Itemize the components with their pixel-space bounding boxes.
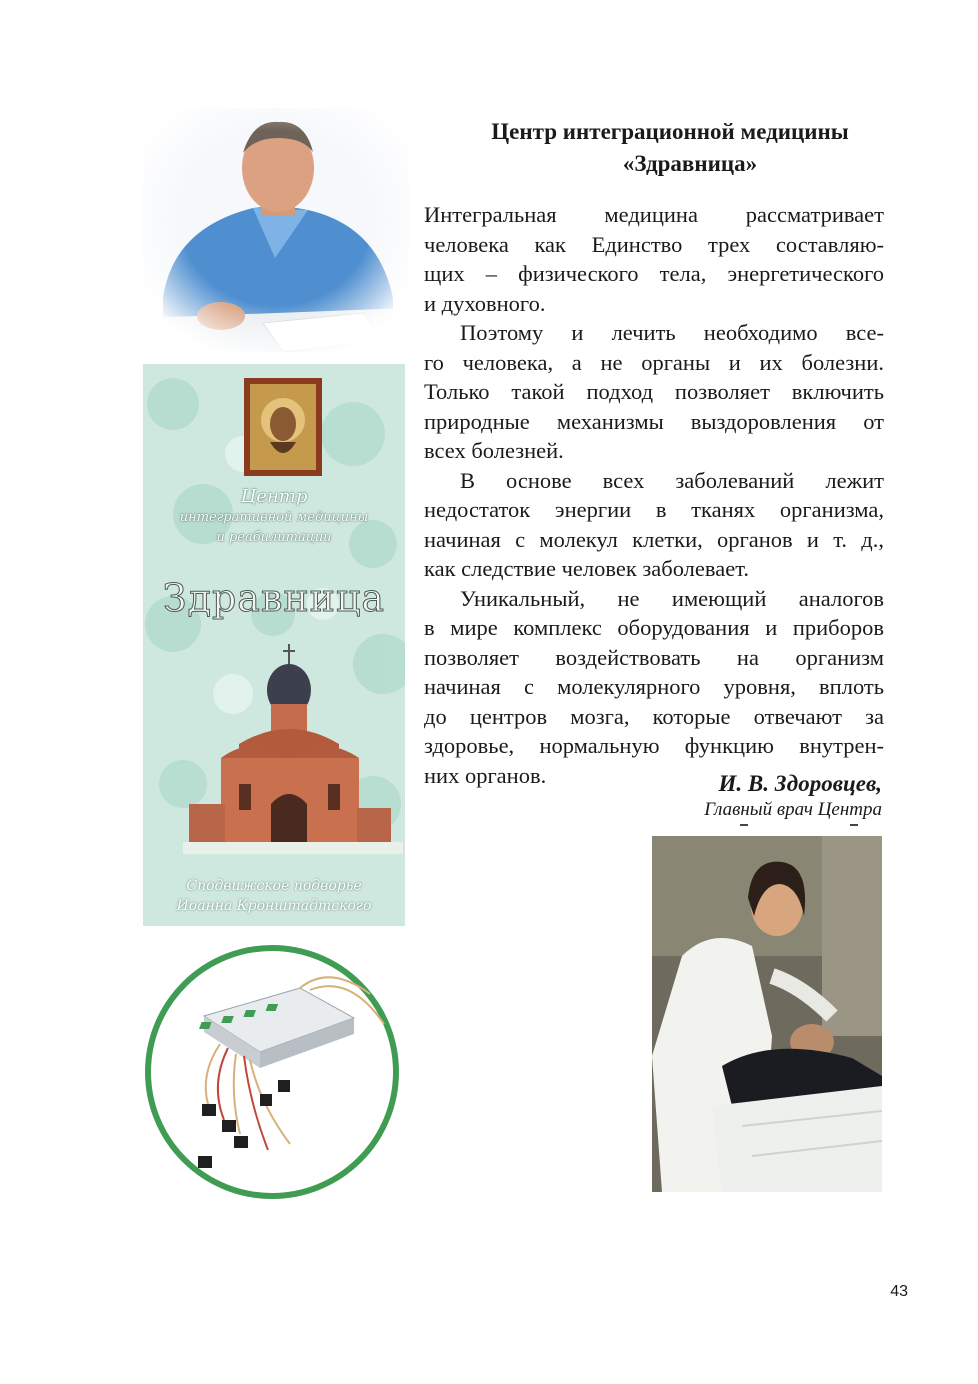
procedure-photo (652, 836, 882, 1192)
body-line: природные механизмы выздоровления от (424, 408, 884, 434)
body-line: щих – физического тела, энергетического (424, 261, 884, 286)
body-line: Интегральная медицина рассматривает (424, 202, 884, 227)
poster-line3: и реабилитации (216, 530, 332, 545)
body-line: начиная с молекулярного уровня, вплоть (424, 674, 884, 699)
article-title-line1: Центр интеграционной медицины (491, 119, 849, 144)
body-line: как следствие человек заболевает. (424, 556, 749, 581)
article-title (440, 116, 900, 180)
body-line: недостаток энергии в тканях организма, (424, 497, 884, 522)
body-line: Только такой подход позволяет включить (424, 379, 884, 404)
body-line: в мире комплекс оборудования и приборов (424, 615, 884, 640)
body-line: В основе всех заболеваний лежит (460, 467, 884, 493)
poster-line1: Центр (240, 486, 308, 507)
poster-title: Здравница (162, 576, 386, 620)
body-line: всех болезней. (424, 438, 564, 463)
body-line: них органов. (424, 762, 547, 788)
page-number: 43 (890, 1283, 908, 1300)
signature-dash-right (850, 824, 858, 826)
body-line: и духовного. (424, 290, 546, 316)
electrotherapy-device-image (140, 944, 404, 1200)
body-line: человека как Единство трех составляю- (424, 231, 884, 257)
body-line: позволяет воздействовать на организм (424, 644, 884, 670)
article-title-line2: «Здравница» (622, 151, 758, 176)
signature-block (704, 770, 882, 822)
body-line: здоровье, нормальную функцию внутрен- (424, 733, 884, 758)
doctor-photo (143, 108, 409, 352)
body-line: Уникальный, не имеющий аналогов (460, 585, 884, 611)
body-line: до центров мозга, которые отвечают за (424, 703, 884, 729)
article-body (424, 200, 884, 790)
signature-dash-left (740, 824, 748, 826)
body-line: начиная с молекул клетки, органов и т. д., (424, 526, 884, 552)
body-line: го человека, а не органы и их болезни. (424, 349, 884, 375)
poster-bottom2: Иоанна Кронштадтского (176, 898, 372, 914)
signature-name: И. В. Здоровцев, (718, 771, 882, 796)
body-line: Поэтому и лечить необходимо все- (460, 320, 884, 345)
poster-line2: интегративной медицины (179, 510, 369, 525)
signature-role: Главный врач Центра (704, 799, 882, 820)
zdravnitsa-poster (143, 364, 405, 926)
poster-bottom1: Сподвижское подворье (186, 878, 362, 894)
